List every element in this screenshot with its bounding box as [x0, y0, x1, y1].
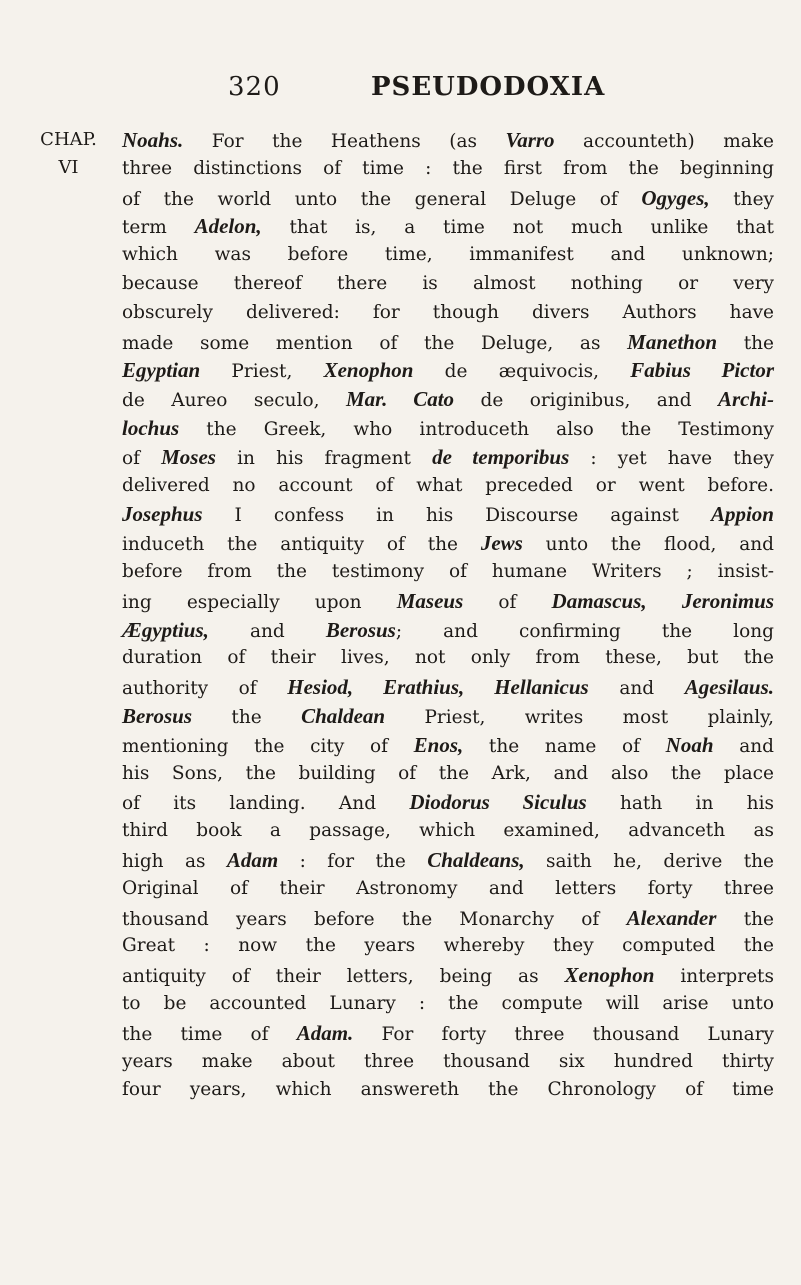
text-line: [122, 990, 774, 1019]
text-line: [122, 126, 774, 155]
text-run: high as: [122, 850, 227, 872]
text-run: saith he, derive the: [524, 850, 774, 872]
italic-name: Fabius Pictor: [630, 358, 774, 383]
text-line: [122, 184, 774, 213]
text-run: obscurely delivered: for though divers Authors have: [122, 301, 774, 323]
text-run: duration of their lives, not only from these, but the: [122, 647, 774, 669]
text-line: [122, 1048, 774, 1077]
text-run: de originibus, and: [454, 390, 718, 412]
text-run: hath in his: [586, 793, 774, 815]
text-line: [122, 760, 774, 789]
running-title: PSEUDODOXIA: [371, 72, 606, 102]
italic-name: Jeronimus: [681, 588, 775, 613]
italic-name: Adam.: [296, 1020, 354, 1045]
italic-name: Noahs.: [122, 128, 184, 152]
text-run: Great : now the years whereby they computed the: [122, 935, 774, 957]
text-line: [122, 875, 774, 904]
text-line: [122, 414, 774, 443]
italic-name: Agesilaus.: [684, 675, 774, 700]
text-run: of the world unto the general Deluge of: [122, 188, 642, 210]
text-run: three distinctions of time : the first from the beginning: [122, 157, 774, 179]
text-line: [122, 529, 774, 558]
text-run: de Aureo seculo,: [122, 390, 346, 412]
text-run: and: [208, 620, 326, 642]
text-run: antiquity of their letters, being as: [122, 966, 565, 988]
text-line: [122, 932, 774, 961]
text-run: mentioning the city of: [122, 735, 414, 757]
italic-name: Noah: [665, 732, 714, 757]
text-run: Priest,: [200, 361, 324, 383]
text-line: [122, 817, 774, 846]
text-line: [122, 155, 774, 184]
italic-name: lochus: [122, 415, 180, 440]
text-run: the time of: [122, 1023, 297, 1045]
text-line: [122, 270, 774, 299]
italic-name: Adam: [226, 847, 279, 872]
text-run: For the Heathens (as: [183, 131, 506, 152]
text-run: induceth the antiquity of the: [122, 534, 481, 556]
chapter-label: CHAP.: [40, 129, 97, 150]
text-run: ing especially upon: [122, 591, 397, 613]
text-line: [122, 500, 774, 529]
italic-name: Damascus,: [551, 588, 647, 613]
text-run: interprets: [654, 966, 774, 988]
text-run: of: [122, 447, 162, 469]
text-line: [122, 846, 774, 875]
text-run: the: [717, 332, 774, 354]
text-run: they: [709, 188, 774, 210]
italic-name: Chaldean: [301, 703, 386, 728]
italic-name: Enos,: [413, 732, 464, 757]
italic-name: Ogyges,: [641, 185, 710, 210]
text-line: [122, 961, 774, 990]
text-run: I confess in his Discourse against: [202, 505, 711, 527]
text-line: [122, 472, 774, 501]
text-run: before from the testimony of humane Writers ; insist-: [122, 560, 774, 582]
text-run: unto the flood, and: [522, 534, 774, 556]
text-line: [122, 443, 774, 472]
italic-name: Maseus: [396, 588, 464, 613]
text-line: [122, 212, 774, 241]
text-line: [122, 385, 774, 414]
text-run: ; and confirming the long: [395, 620, 774, 642]
text-line: [122, 299, 774, 328]
text-run: delivered no account of what preceded or went before.: [122, 474, 774, 496]
text-run: the name of: [463, 735, 666, 757]
chapter-number: VI: [58, 157, 79, 178]
italic-name: Berosus: [325, 617, 396, 642]
text-run: For forty three thousand Lunary: [353, 1023, 774, 1045]
text-line: [122, 731, 774, 760]
text-run: [647, 592, 682, 613]
text-line: [122, 356, 774, 385]
italic-name: Moses: [161, 444, 216, 469]
text-run: that is, a time not much unlike that: [261, 217, 774, 239]
text-run: Priest, writes most plainly,: [385, 706, 775, 728]
text-line: [122, 1019, 774, 1048]
italic-name: Jews: [480, 531, 523, 556]
text-run: : yet have they: [569, 447, 774, 469]
text-run: and: [588, 678, 685, 700]
italic-name: Ægyptius,: [122, 617, 209, 642]
text-run: Original of their Astronomy and letters forty three: [122, 877, 774, 899]
body-text: [122, 126, 774, 1105]
page-number: 320: [228, 72, 281, 102]
text-line: [122, 241, 774, 270]
text-run: the: [192, 706, 302, 728]
text-run: and: [713, 735, 774, 757]
text-line: [122, 644, 774, 673]
text-line: [122, 673, 774, 702]
text-line: [122, 616, 774, 645]
italic-name: Chaldeans,: [427, 847, 525, 872]
italic-name: Adelon,: [194, 214, 262, 239]
italic-name: Berosus: [122, 703, 193, 728]
text-run: years make about three thousand six hundred thirty: [122, 1050, 774, 1072]
page-header: [228, 72, 628, 112]
italic-name: Varro: [505, 128, 555, 152]
text-run: accounteth) make: [554, 131, 774, 152]
text-run: which was before time, immanifest and unknown;: [122, 244, 774, 266]
italic-name: Hesiod, Erathius, Hellanicus: [287, 675, 589, 700]
text-run: because thereof there is almost nothing or very: [122, 272, 774, 294]
margin-note: [31, 126, 106, 182]
italic-name: Xenophon: [323, 358, 414, 383]
text-run: made some mention of the Deluge, as: [122, 332, 628, 354]
text-run: of its landing. And: [122, 793, 410, 815]
text-run: four years, which answereth the Chronology of time: [122, 1079, 774, 1101]
text-run: in his fragment: [215, 447, 433, 469]
italic-name: Josephus: [122, 502, 203, 527]
text-run: term: [122, 217, 195, 239]
italic-name: Appion: [710, 502, 774, 527]
text-run: his Sons, the building of the Ark, and also the place: [122, 762, 774, 784]
italic-name: Alexander: [626, 905, 717, 930]
italic-name: de temporibus: [432, 444, 570, 469]
italic-name: Manethon: [627, 329, 718, 354]
text-line: [122, 328, 774, 357]
italic-name: Xenophon: [564, 963, 655, 988]
text-run: : for the: [278, 850, 428, 872]
text-run: de æquivocis,: [413, 361, 631, 383]
text-line: [122, 904, 774, 933]
text-run: thousand years before the Monarchy of: [122, 908, 627, 930]
italic-name: Egyptian: [122, 358, 201, 383]
text-line: [122, 702, 774, 731]
italic-name: Diodorus Siculus: [409, 790, 587, 815]
italic-name: Archi-: [717, 387, 774, 412]
text-run: of: [463, 591, 552, 613]
text-line: [122, 558, 774, 587]
text-run: to be accounted Lunary : the compute will arise unto: [122, 992, 774, 1014]
text-run: authority of: [122, 678, 288, 700]
text-line: [122, 788, 774, 817]
text-run: the Greek, who introduceth also the Testimony: [179, 418, 774, 440]
text-line: [122, 1076, 774, 1105]
italic-name: Mar. Cato: [345, 387, 455, 412]
text-run: third book a passage, which examined, advanceth as: [122, 820, 774, 842]
text-line: [122, 587, 774, 616]
text-run: the: [716, 908, 774, 930]
